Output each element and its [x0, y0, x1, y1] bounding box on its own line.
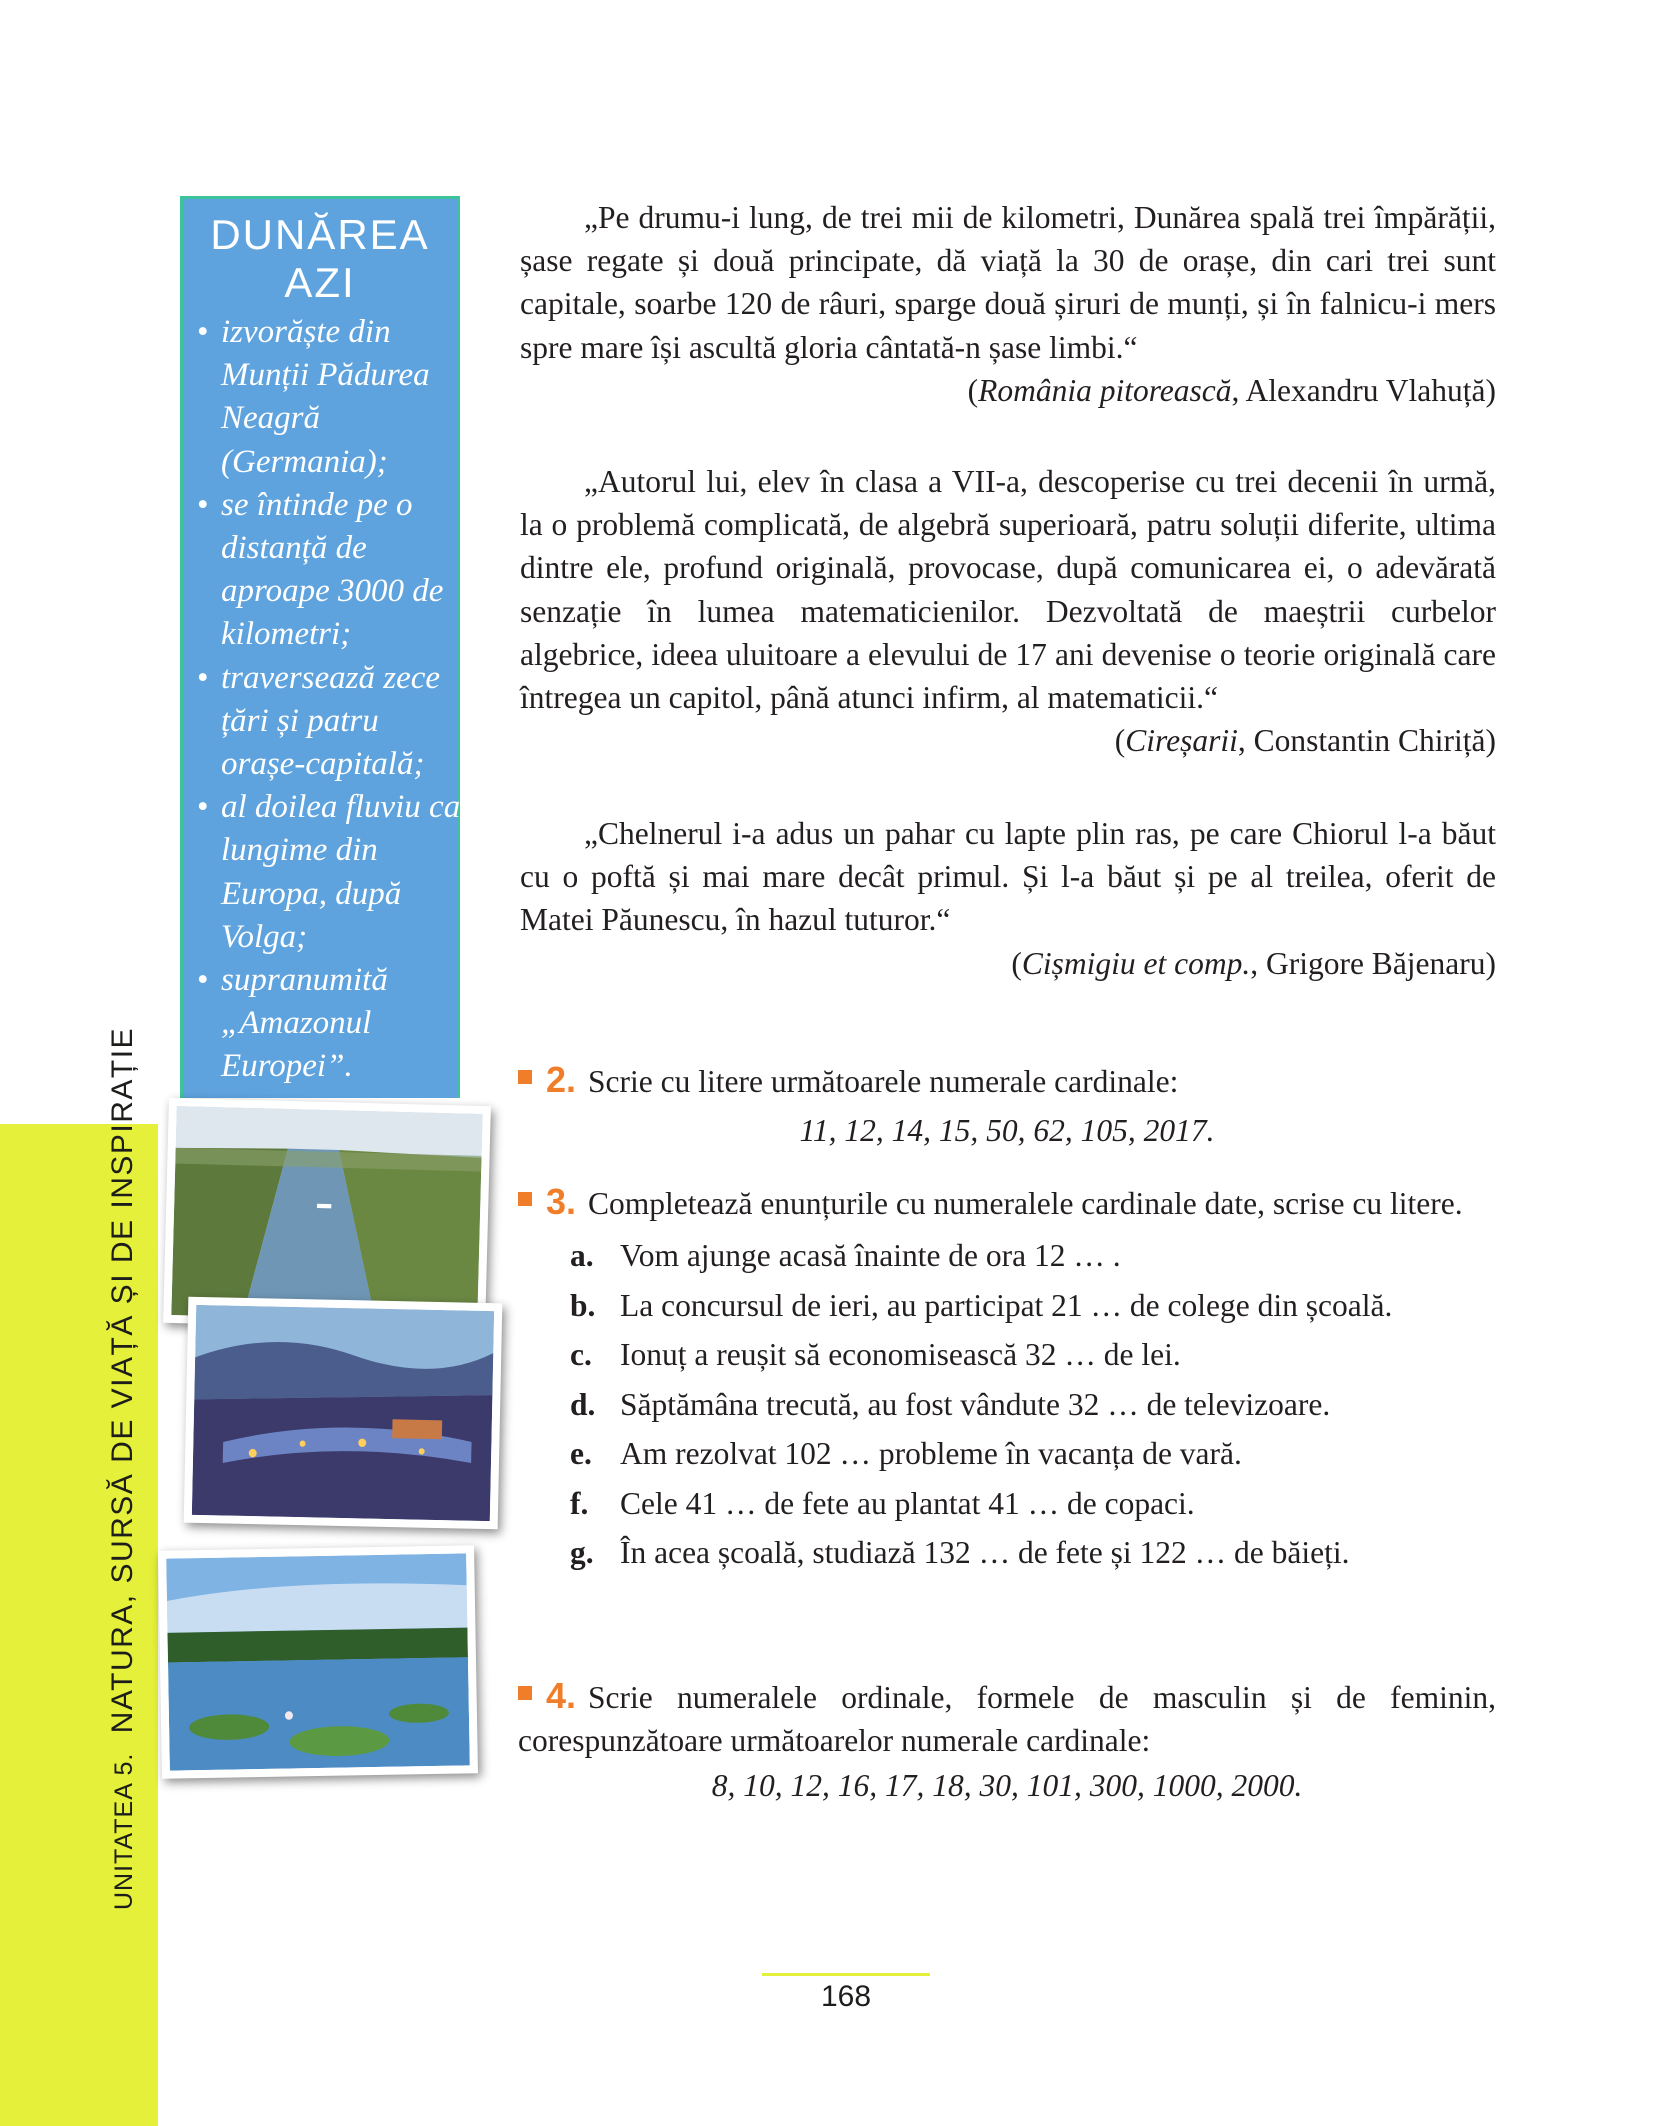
quote-bajenaru	[520, 812, 1496, 985]
quote-text: „Pe drumu-i lung, de trei mii de kilometri, Dunărea spală trei împărății, șase regate și două principate, dă viață la 30 de orașe, din cari trei sunt capitale, soarbe 120 de râuri, sparge două șiruri de munți, și în falnicu-i mers spre mare își ascultă gloria cântată-n șase limbi.“	[520, 200, 1496, 365]
item-letter: g.	[570, 1535, 594, 1571]
item-letter: d.	[570, 1386, 596, 1422]
quote-work: Cireșarii	[1125, 723, 1238, 759]
list-item	[570, 1380, 1496, 1430]
exercise-numbers: 8, 10, 12, 16, 17, 18, 30, 101, 300, 1000, 2000.	[711, 1768, 1303, 1804]
exercise-number: 2.	[546, 1059, 577, 1100]
info-box-danube	[180, 196, 460, 1098]
quote-citation: (Cireșarii, Constantin Chiriță)	[1114, 723, 1496, 759]
quote-vlahuta	[520, 196, 1496, 412]
info-box-list	[197, 311, 471, 1089]
info-item: • traversează zece țări și patru orașe-capitală;	[197, 657, 471, 787]
item-text: În acea școală, studiază 132 … de fete și 122 … de băieți.	[620, 1535, 1350, 1571]
square-bullet-icon	[518, 1070, 532, 1084]
square-bullet-icon	[518, 1686, 532, 1700]
list-item	[570, 1330, 1496, 1380]
page-number: 168	[820, 1980, 872, 2013]
exercise-instruction: Scrie numeralele ordinale, formele de masculin și de feminin, corespunzătoare următoarelor numerale cardinale:	[518, 1680, 1496, 1759]
exercise-instruction: Completează enunțurile cu numeralele cardinale date, scrise cu litere.	[588, 1186, 1463, 1221]
item-letter: b.	[570, 1287, 596, 1323]
quote-work: Cișmigiu et comp.	[1021, 945, 1251, 981]
quote-text: „Autorul lui, elev în clasa a VII-a, descoperise cu trei decenii în urmă, la o problemă complicată, de algebră superioară, patru soluții diferite, ultima dintre ele, profund originală, provocase, după comunicarea ei, o adevărată senzație în lumea matematicienilor. Dezvoltată de maeștrii curbelor algebrice, ideea uluitoare a elevului de 17 ani devenise o teorie originală care întregea un capitol, până atunci infirm, al matematicii.“	[520, 464, 1496, 716]
item-text: Am rezolvat 102 … probleme în vacanța de vară.	[620, 1436, 1242, 1472]
list-item	[570, 1528, 1496, 1578]
item-text: Vom ajunge acasă înainte de ora 12 … .	[620, 1238, 1121, 1274]
exercise-3	[518, 1180, 1496, 1578]
quote-author: , Alexandru Vlahuță	[1231, 372, 1486, 408]
item-letter: f.	[570, 1485, 589, 1521]
item-letter: e.	[570, 1436, 592, 1472]
info-box-title: DUNĂREA	[210, 211, 430, 258]
exercise-number: 4.	[546, 1675, 577, 1716]
list-item	[570, 1479, 1496, 1529]
info-item: • supranumită „Amazonul Europei”.	[197, 959, 471, 1089]
item-text: Ionuț a reușit să economisească 32 … de lei.	[620, 1337, 1181, 1373]
info-item: • se întinde pe o distanță de aproape 3000 de kilometri;	[197, 484, 471, 657]
list-item	[570, 1429, 1496, 1479]
footer-line	[762, 1973, 930, 1976]
exercise-items	[570, 1231, 1496, 1578]
unit-title: NATURA, SURSĂ DE VIAȚĂ ȘI DE INSPIRAȚIE	[106, 1026, 139, 1734]
exercise-instruction: Scrie cu litere următoarele numerale cardinale:	[588, 1064, 1179, 1099]
photo-danube-delta	[158, 1545, 478, 1778]
quote-citation: (România pitorească, Alexandru Vlahuță)	[967, 372, 1496, 408]
item-text: La concursul de ieri, au participat 21 … de colege din școală.	[620, 1287, 1393, 1323]
exercise-numbers: 11, 12, 14, 15, 50, 62, 105, 2017.	[799, 1113, 1215, 1149]
exercise-2	[518, 1058, 1496, 1152]
list-item	[570, 1281, 1496, 1331]
list-item	[570, 1231, 1496, 1281]
exercise-4	[518, 1674, 1496, 1808]
item-letter: c.	[570, 1337, 592, 1373]
exercise-number: 3.	[546, 1181, 577, 1222]
quote-citation: (Cișmigiu et comp., Grigore Băjenaru)	[1011, 945, 1496, 981]
quote-author: , Grigore Băjenaru	[1250, 945, 1486, 981]
unit-label	[106, 1027, 140, 1910]
quote-text: „Chelnerul i-a adus un pahar cu lapte plin ras, pe care Chiorul l-a băut cu o poftă și mai mare decât primul. Și l-a băut și pe al treilea, oferit de Matei Păunescu, în hazul tuturor.“	[520, 816, 1496, 938]
quote-chirita	[520, 460, 1496, 762]
photo-budapest-night	[184, 1297, 503, 1530]
item-letter: a.	[570, 1238, 594, 1274]
info-item: • izvorăște din Munții Pădurea Neagră (Germania);	[197, 311, 471, 484]
quote-author: , Constantin Chiriță	[1237, 723, 1486, 759]
info-box-subtitle: AZI	[284, 259, 356, 306]
info-item: • al doilea fluviu ca lungime din Europa, după Volga;	[197, 786, 471, 959]
item-text: Săptămâna trecută, au fost vândute 32 … de televizoare.	[620, 1386, 1331, 1422]
unit-number: UNITATEA 5.	[110, 1752, 138, 1910]
square-bullet-icon	[518, 1192, 532, 1206]
photo-danube-river	[163, 1098, 491, 1331]
quote-work: România pitorească	[978, 372, 1232, 408]
item-text: Cele 41 … de fete au plantat 41 … de copaci.	[620, 1485, 1195, 1521]
